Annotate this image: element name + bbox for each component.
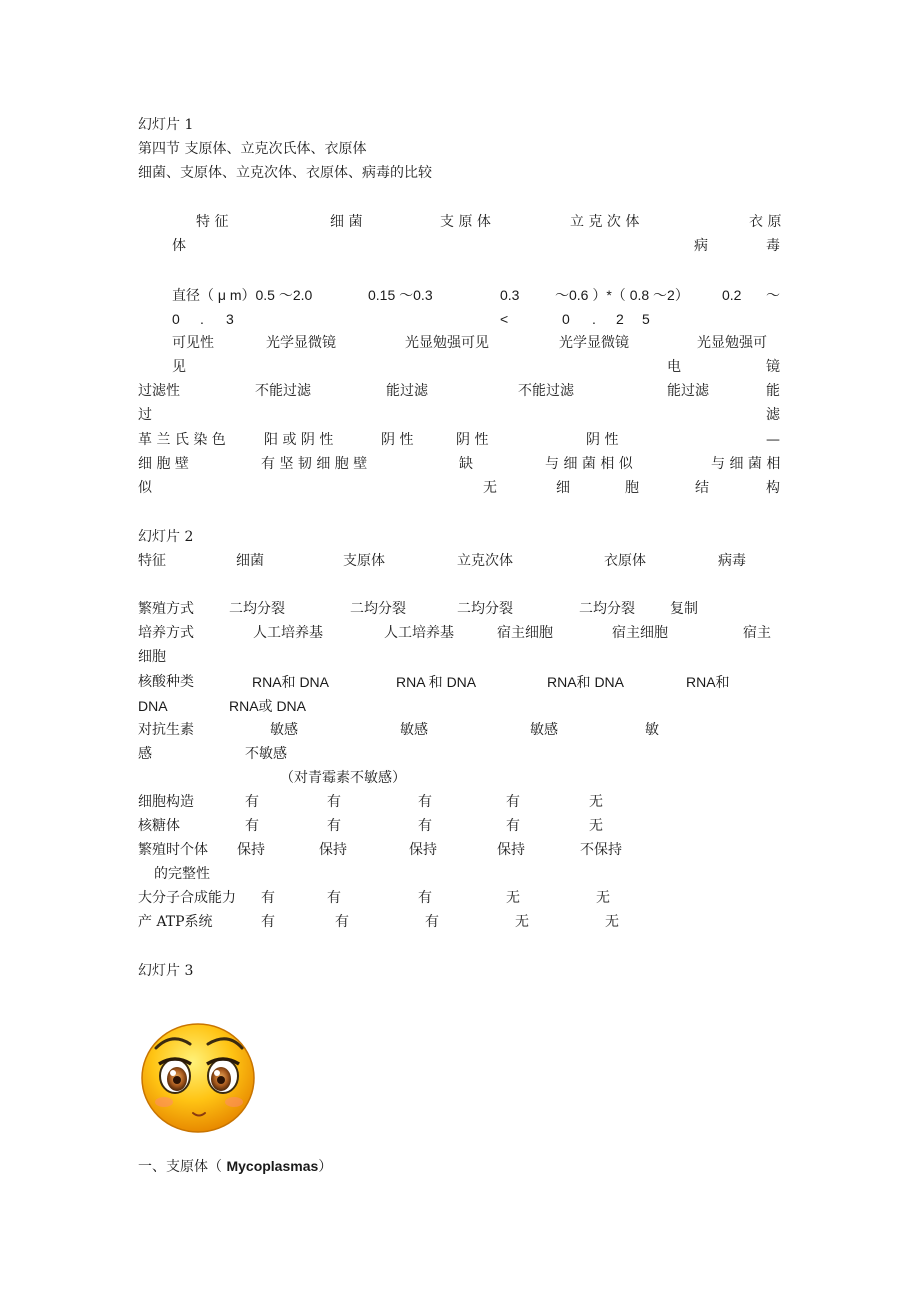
header-rickettsia: 立克次体: [457, 553, 513, 569]
culture-value: 人工培养基: [253, 625, 323, 641]
ribosome-value: 无: [589, 818, 603, 834]
header-wrap: 病: [694, 238, 708, 254]
filtration-value: 不能过滤: [518, 383, 574, 399]
wall-wrap: 结: [695, 480, 709, 496]
culture-value: 宿主细胞: [497, 625, 553, 641]
wall-value: 缺: [459, 456, 473, 472]
diameter-label: 直径（ μ m）0.5 ～2.0: [172, 287, 313, 303]
diameter-wrap: <: [500, 311, 509, 327]
reproduction-value: 二均分裂: [350, 601, 406, 617]
macromolecule-value: 有: [418, 890, 432, 906]
reproduction-value: 二均分裂: [457, 601, 513, 617]
atp-value: 有: [335, 914, 349, 930]
diameter-virus: 0.2: [722, 287, 742, 303]
nucleic-value: RNA和 DNA: [252, 674, 330, 690]
antibiotic-wrap: 感: [138, 746, 152, 762]
filtration-value: 能: [766, 383, 780, 399]
culture-value: 宿主: [743, 625, 771, 641]
nucleic-value: RNA和 DNA: [547, 674, 625, 690]
cell-structure-value: 有: [327, 794, 341, 810]
antibiotic-wrap: 不敏感: [245, 746, 287, 762]
section-title: 第四节 支原体、立克次氏体、衣原体: [138, 141, 367, 157]
visibility-value: 光显勉强可: [697, 335, 767, 351]
wall-value: 与 细 菌 相 似: [545, 456, 633, 472]
header-feature: 特 征: [196, 214, 229, 230]
diameter-virus-tilde: ～: [766, 287, 780, 303]
gram-label: 革 兰 氏 染 色: [138, 432, 226, 448]
macromolecule-value: 有: [261, 890, 275, 906]
visibility-wrap: 镜: [766, 359, 780, 375]
diameter-chlamydia: ～0.6 ）*（ 0.8 ～2）: [555, 287, 689, 303]
atp-value: 有: [261, 914, 275, 930]
wall-value: 与 细 菌 相: [711, 456, 781, 472]
visibility-value: 光学显微镜: [266, 335, 336, 351]
macromolecule-value: 有: [327, 890, 341, 906]
filtration-value: 能过滤: [667, 383, 709, 399]
filtration-value: 能过滤: [386, 383, 428, 399]
section-prefix: 一、支原体（: [138, 1159, 227, 1175]
header-bacteria: 细 菌: [330, 214, 363, 230]
gram-value: 阴 性: [456, 432, 489, 448]
ribosome-label: 核糖体: [138, 818, 180, 834]
header-bacteria: 细菌: [236, 553, 264, 569]
antibiotic-value: 敏感: [400, 722, 428, 738]
reproduction-label: 繁殖方式: [138, 601, 194, 617]
ribosome-value: 有: [245, 818, 259, 834]
macromolecule-value: 无: [596, 890, 610, 906]
filtration-wrap: 过: [138, 407, 152, 423]
integrity-value: 保持: [409, 842, 437, 858]
diameter-rickettsia: 0.3: [500, 287, 520, 303]
diameter-wrap: 0: [562, 311, 570, 327]
gram-value: 阴 性: [381, 432, 414, 448]
integrity-value: 保持: [497, 842, 525, 858]
cell-structure-value: 有: [245, 794, 259, 810]
nucleic-label: 核酸种类: [138, 674, 194, 690]
diameter-wrap: .: [592, 311, 596, 327]
header-virus: 病毒: [718, 553, 746, 569]
antibiotic-label: 对抗生素: [138, 722, 194, 738]
visibility-value: 光学显微镜: [559, 335, 629, 351]
diameter-wrap: 3: [226, 311, 234, 327]
filtration-label: 过滤性: [138, 383, 180, 399]
antibiotic-value: 敏感: [530, 722, 558, 738]
integrity-value: 不保持: [580, 842, 622, 858]
filtration-value: 不能过滤: [255, 383, 311, 399]
header-feature: 特征: [138, 553, 166, 569]
section-suffix: ）: [318, 1159, 333, 1175]
antibiotic-value: 敏: [645, 722, 659, 738]
integrity-value: 保持: [319, 842, 347, 858]
section-mycoplasma-title: [138, 1157, 332, 1175]
atp-label: 产 ATP系统: [138, 914, 213, 930]
antibiotic-value: 敏感: [270, 722, 298, 738]
smiley-face-icon: [138, 1018, 262, 1136]
culture-value: 人工培养基: [384, 625, 454, 641]
header-mycoplasma: 支 原 体: [440, 214, 491, 230]
gram-value: 阴 性: [586, 432, 619, 448]
antibiotic-note: （对青霉素不敏感）: [280, 770, 406, 786]
diameter-wrap: 2: [616, 311, 624, 327]
integrity-label: 繁殖时个体: [138, 842, 208, 858]
header-wrap: 体: [172, 238, 186, 254]
slide-2-heading: 幻灯片 2: [138, 529, 194, 545]
visibility-label: 可见性: [172, 335, 214, 351]
visibility-wrap: 见: [172, 359, 186, 375]
culture-label: 培养方式: [138, 625, 194, 641]
atp-value: 无: [605, 914, 619, 930]
diameter-wrap: .: [200, 311, 204, 327]
culture-value: 宿主细胞: [612, 625, 668, 641]
macromolecule-value: 无: [506, 890, 520, 906]
wall-wrap: 细: [556, 480, 570, 496]
reproduction-value: 二均分裂: [229, 601, 285, 617]
header-mycoplasma: 支原体: [343, 553, 385, 569]
wall-label: 细 胞 壁: [138, 456, 189, 472]
integrity-value: 保持: [237, 842, 265, 858]
header-wrap: 毒: [766, 238, 780, 254]
wall-wrap: 胞: [625, 480, 639, 496]
gram-value: —: [766, 432, 780, 448]
slide-3-heading: 幻灯片 3: [138, 963, 194, 979]
reproduction-value: 二均分裂: [579, 601, 635, 617]
gram-value: 阳 或 阴 性: [264, 432, 334, 448]
ribosome-value: 有: [418, 818, 432, 834]
culture-wrap: 细胞: [138, 649, 166, 665]
nucleic-wrap: RNA或 DNA: [229, 698, 307, 714]
cell-structure-label: 细胞构造: [138, 794, 194, 810]
header-rickettsia: 立 克 次 体: [570, 214, 640, 230]
wall-wrap: 构: [766, 480, 780, 496]
cell-structure-value: 无: [589, 794, 603, 810]
visibility-value: 光显勉强可见: [405, 335, 489, 351]
nucleic-value: RNA 和 DNA: [396, 674, 477, 690]
slide-1-heading: 幻灯片 1: [138, 117, 194, 133]
header-chlamydia: 衣 原: [749, 214, 782, 230]
nucleic-value: RNA和: [686, 674, 730, 690]
reproduction-value: 复制: [670, 601, 698, 617]
diameter-wrap: 0: [172, 311, 180, 327]
macromolecule-label: 大分子合成能力: [138, 890, 236, 906]
wall-wrap: 无: [483, 480, 497, 496]
filtration-wrap: 滤: [766, 407, 780, 423]
wall-wrap: 似: [138, 480, 152, 496]
visibility-wrap: 电: [667, 359, 681, 375]
ribosome-value: 有: [327, 818, 341, 834]
header-chlamydia: 衣原体: [604, 553, 646, 569]
diameter-mycoplasma: 0.15 ～0.3: [368, 287, 433, 303]
diameter-wrap: 5: [642, 311, 650, 327]
cell-structure-value: 有: [418, 794, 432, 810]
nucleic-wrap: DNA: [138, 698, 168, 714]
cell-structure-value: 有: [506, 794, 520, 810]
wall-value: 有 坚 韧 细 胞 壁: [261, 456, 368, 472]
integrity-wrap: 的完整性: [154, 866, 210, 882]
comparison-subtitle: 细菌、支原体、立克次体、衣原体、病毒的比较: [138, 165, 432, 181]
atp-value: 有: [425, 914, 439, 930]
atp-value: 无: [515, 914, 529, 930]
section-english-name: Mycoplasmas: [226, 1158, 319, 1174]
ribosome-value: 有: [506, 818, 520, 834]
